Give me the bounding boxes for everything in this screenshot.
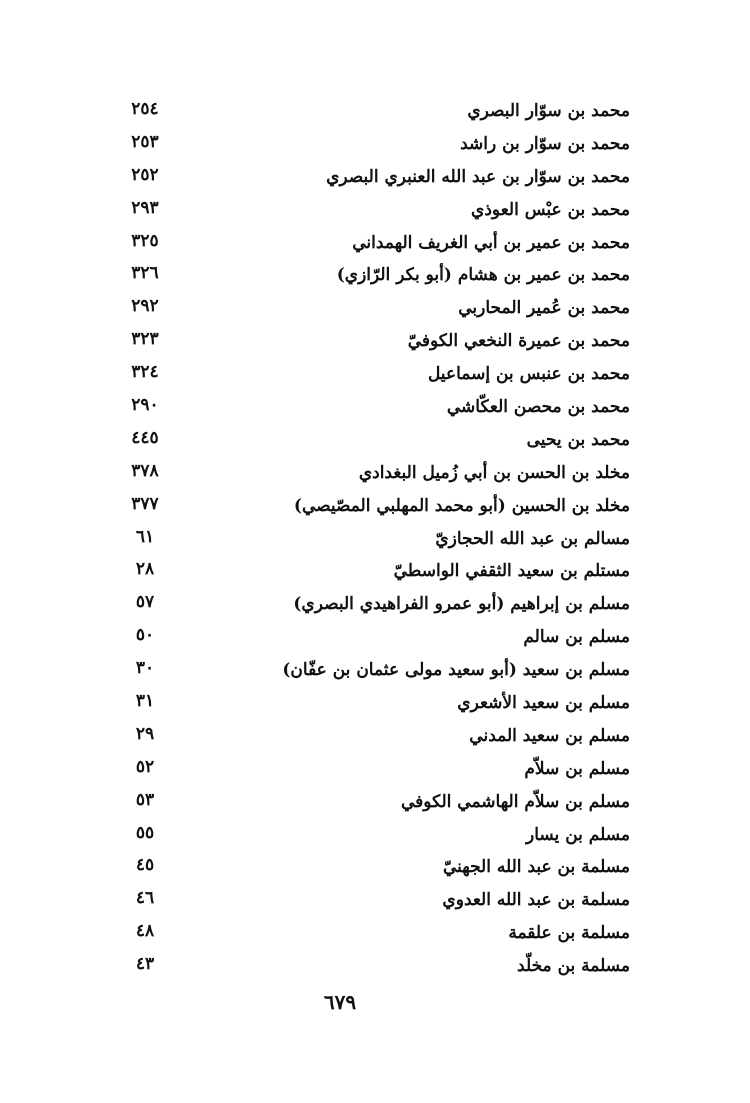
entry-name: محمد بن سوّار بن راشد [460, 133, 630, 154]
entry-name: مسلم بن يسار [525, 824, 630, 845]
index-entry [120, 752, 630, 785]
index-entry [120, 916, 630, 949]
entry-page-number: ٣٢٥ [131, 230, 159, 251]
entry-page-number: ٣٢٣ [131, 329, 159, 350]
index-entry [120, 226, 630, 259]
entry-page-number: ٥٢ [135, 756, 155, 777]
index-entry [120, 818, 630, 851]
entry-name: محمد بن عمير بن أبي الغريف الهمداني [352, 232, 630, 253]
entry-name: محمد بن عنبس بن إسماعيل [427, 364, 630, 385]
entry-page-number: ٤٦ [135, 888, 155, 909]
entry-page-number: ٥٠ [135, 625, 155, 646]
entry-page-number: ٢٩٢ [131, 296, 159, 317]
entry-name: مسلم بن سعيد الأشعري [457, 693, 630, 714]
entry-name: مسالم بن عبد الله الحجازيّ [435, 528, 630, 549]
index-entry [120, 620, 630, 653]
entry-page-number: ٢٩٠ [131, 395, 159, 416]
entry-page-number: ٦١ [135, 526, 155, 547]
entry-name: مسلمة بن عبد الله الجهنيّ [442, 857, 630, 878]
entry-name: مسلم بن سعيد المدني [469, 725, 630, 746]
entry-page-number: ٣٧٧ [131, 493, 159, 514]
index-entry [120, 357, 630, 390]
entry-page-number: ٣١ [135, 691, 155, 712]
index-entry [120, 949, 630, 982]
entry-name: مخلد بن الحسن بن أبي زُميل البغدادي [358, 462, 630, 483]
entry-name: مخلد بن الحسين (أبو محمد المهلبي المصّيصي) [293, 495, 630, 516]
index-entry [120, 456, 630, 489]
index-entry [120, 160, 630, 193]
index-entry [120, 653, 630, 686]
index-entry [120, 258, 630, 291]
entry-name: مسلم بن سلاّم [524, 758, 630, 779]
entry-name: محمد بن سوّار البصري [467, 101, 630, 121]
entry-name: محمد بن محصن العكّاشي [446, 397, 630, 418]
entry-page-number: ٢٥٢ [131, 164, 159, 185]
entry-name: محمد بن عُمير المحاربي [458, 298, 630, 319]
index-entry [120, 850, 630, 883]
entry-name: مسلم بن إبراهيم (أبو عمرو الفراهيدي البصري) [293, 594, 630, 615]
page-number: ٦٧٩ [323, 990, 357, 1014]
entry-page-number: ٢٩٣ [131, 197, 159, 218]
index-entry [120, 423, 630, 456]
entry-page-number: ٥٧ [135, 592, 155, 613]
index-entry [120, 719, 630, 752]
entry-page-number: ٣٠ [135, 658, 155, 679]
entry-page-number: ٤٨ [135, 921, 155, 942]
index-entry [120, 324, 630, 357]
entry-page-number: ٣٧٨ [131, 460, 159, 481]
entry-page-number: ٢٩ [135, 723, 155, 744]
index-entry [120, 785, 630, 818]
entry-page-number: ٣٢٦ [131, 263, 159, 284]
index-entry [120, 489, 630, 522]
entry-page-number: ٥٥ [135, 822, 155, 843]
index-entry [120, 390, 630, 423]
entry-page-number: ٤٣ [135, 954, 155, 975]
index-entry [120, 94, 630, 127]
entry-name: مسلم بن سالم [523, 627, 630, 648]
index-entry [120, 587, 630, 620]
index-entry [120, 193, 630, 226]
index-entry [120, 554, 630, 587]
index-entry [120, 883, 630, 916]
index-entry [120, 686, 630, 719]
entry-name: مستلم بن سعيد الثقفي الواسطيّ [393, 561, 630, 582]
entry-name: مسلمة بن عبد الله العدوي [442, 890, 630, 911]
entry-page-number: ٤٥ [135, 855, 155, 876]
entry-name: محمد بن عميرة النخعي الكوفيّ [407, 331, 630, 352]
entry-page-number: ٣٢٤ [131, 362, 159, 383]
index-entry [120, 522, 630, 555]
entry-page-number: ٤٤٥ [131, 427, 159, 448]
index-entry [120, 127, 630, 160]
entry-name: مسلم بن سلاّم الهاشمي الكوفي [400, 791, 630, 812]
entry-name: محمد بن يحيى [526, 429, 630, 450]
name-index-list [120, 94, 630, 982]
entry-name: محمد بن عمير بن هشام (أبو بكر الرّازي) [336, 265, 630, 286]
index-entry [120, 291, 630, 324]
entry-name: مسلمة بن مخلّد [517, 956, 630, 977]
entry-page-number: ٢٥٤ [131, 99, 159, 119]
entry-page-number: ٢٨ [135, 559, 155, 580]
entry-name: محمد بن عبْس العوذي [471, 199, 630, 220]
entry-page-number: ٥٣ [135, 789, 155, 810]
entry-page-number: ٢٥٣ [131, 131, 159, 152]
entry-name: محمد بن سوّار بن عبد الله العنبري البصري [326, 166, 630, 187]
entry-name: مسلم بن سعيد (أبو سعيد مولى عثمان بن عفّان) [282, 660, 630, 681]
entry-name: مسلمة بن علقمة [508, 923, 630, 944]
